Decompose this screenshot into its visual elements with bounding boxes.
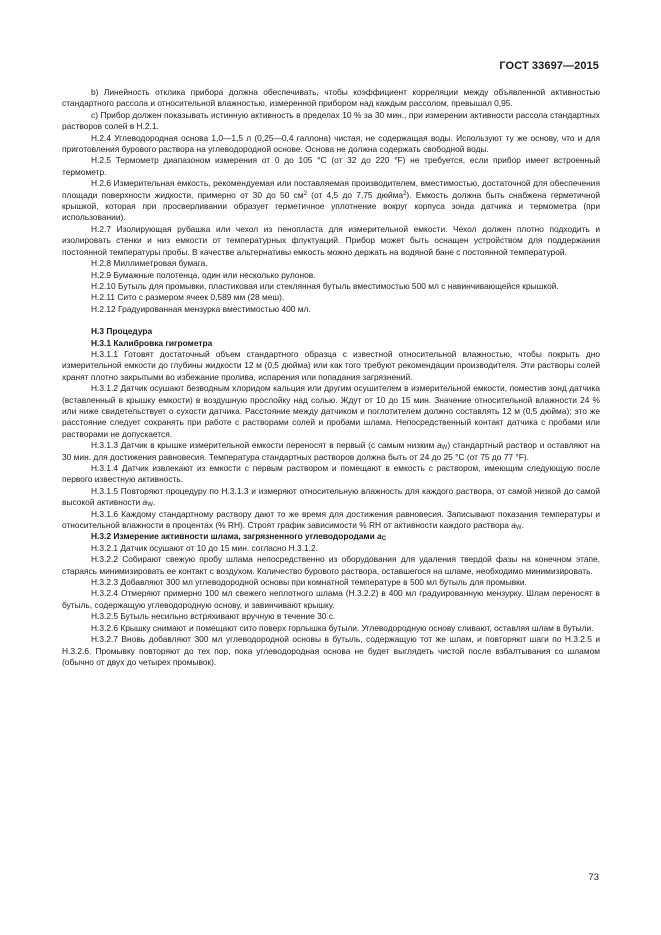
h-3-1-5-sub: W — [147, 502, 153, 509]
h-3-1-6-text: Н.3.1.6 Каждому стандартному раствору дают то же время для достижения равновесия. Записывают показания температуры и относительной влажности в процентах (% RH). Строят график зависимости % RH от активности каждого раствора — [62, 508, 600, 531]
paragraph-h-3-2-3: Н.3.2.3 Добавляют 300 мл углеводородной основы при комнатной температуре в 500 мл бутыль для промывки. — [91, 577, 527, 588]
h-2-6-text-c: ). Емкость должна быть снабжена герметичной крышкой, которая при просверливании образует герметичное уплотнение вокруг корпуса зонда датчика и термометра (при использовании). — [62, 189, 601, 223]
paragraph-h-3-2-1: Н.3.2.1 Датчик осушают от 10 до 15 мин. согласно Н.3.1.2. — [91, 542, 318, 553]
paragraph-h-3-1-5 — [62, 486, 600, 509]
paragraph-h-3-1-4: Н.3.1.4 Датчик извлекают из емкости с первым раствором и помещают в емкость с раствором, имеющим следующую после первого известную активность. — [62, 463, 600, 485]
section-heading-h-3: Н.3 Процедура — [91, 326, 153, 337]
paragraph-h-2-6 — [62, 178, 600, 224]
h-3-1-6-sub: W — [515, 525, 522, 532]
h-3-1-6-var: a — [511, 520, 516, 531]
h-3-2-title-sub: C — [381, 536, 387, 543]
paragraph-h-3-1-3 — [62, 440, 600, 463]
h-3-1-3-text-b: ) стандартный раствор и оставляют на 30 мин. для достижения равновесия. Температура стандартных растворов должна быть от 24 до 25 °С (от 75 до 77 °F). — [62, 440, 600, 462]
h-2-6-text-b: (от 4,5 до 7,75 дюйма — [306, 189, 404, 200]
paragraph-h-2-12: Н.2.12 Градуированная мензурка вместимостью 400 мл. — [91, 303, 311, 314]
page-body — [62, 87, 600, 668]
document-number: ГОСТ 33697—2015 — [499, 60, 599, 72]
paragraph-c: c) Прибор должен показывать истинную активность в пределах 10 % за 30 мин., при измерении активности рассола стандартных растворов солей в Н.2.1. — [62, 109, 600, 132]
paragraph-h-2-4: Н.2.4 Углеводородная основа 1,0—1,5 л (0,25—0,4 галлона) чистая, не содержащая воды. Используют ту же основу, что и для приготовления бурового раствора на углеводородной основе. Основа не должна содержать свободной воды. — [62, 132, 600, 155]
paragraph-h-3-1-1: Н.3.1.1 Готовят достаточный объем стандартного образца с известной относительной влажностью, чтобы покрыть дно измерительной емкости до глубины жидкости 12 м (0,5 дюйма) или как того требуют рекомендации производителя. Эти растворы солей хранят плотно закрытыми во избежание пролива, испарения или попадания загрязнений. — [62, 348, 600, 382]
h-3-1-3-text-a: Н.3.1.3 Датчик в крышке измерительной емкости переносят в первый (с самым низким — [91, 440, 437, 451]
paragraph-h-2-9: Н.2.9 Бумажные полотенца, один или несколько рулонов. — [91, 269, 316, 280]
paragraph-h-2-5: Н.2.5 Термометр диапазоном измерения от 0 до 105 °С (от 32 до 220 °F) не требуется, если прибор имеет встроенный термометр. — [62, 155, 600, 177]
paragraph-h-2-11: Н.2.11 Сито с размером ячеек 0,589 мм (28 меш). — [91, 292, 285, 303]
h-3-1-3-sub: W — [441, 445, 448, 452]
paragraph-h-3-2-7: Н.3.2.7 Вновь добавляют 300 мл углеводородной основы в бутыль, содержащую тот же шлам, и повторяют шаги по Н.3.2.5 и Н.3.2.6. Промывку повторяют до тех пор, пока углеводородная основа не будет выглядеть чистой после взбалтывания со шламом (обычно от двух до четырех промывок). — [62, 634, 600, 667]
h-3-2-title-text: Н.3.2 Измерение активности шлама, загрязненного углеводородами — [91, 531, 378, 542]
h-3-1-6-end: . — [521, 520, 524, 531]
subsection-heading-h-3-2 — [62, 531, 600, 542]
paragraph-h-2-7: Н.2.7 Изолирующая рубашка или чехол из пенопласта для измерительной емкости. Чехол должен плотно подходить и изолировать стенки и низ емкости от температурных флуктуаций. Прибор может быть оснащен устройством для поддержания постоянной температуры пробы. В качестве альтернативы емкость можно держать на водяной бане с постоянной температурой. — [62, 223, 600, 257]
paragraph-h-3-2-4: Н.3.2.4 Отмеряют примерно 100 мл свежего неплотного шлама (Н.3.2.2) в 400 мл градуированную мензурку. Шлам переносят в бутыль, содержащую углеводородную основу, и завинчивают крышку. — [62, 588, 600, 610]
h-3-1-5-text: Н.3.1.5 Повторяют процедуру по Н.3.1.3 и измеряют относительную влажность для каждого раствора, от самой низкой до самой высокой активности — [62, 485, 600, 508]
h-2-6-text-a: Н.2.6 Измерительная емкость, рекомендуемая или поставляемая производителем, вместимостью, достаточной для обеспечения площади поверхности жидкости, примерно от 30 до 50 см — [62, 178, 600, 200]
h-2-6-sup-1: 2 — [303, 190, 307, 197]
h-2-6-sup-2: 2 — [403, 190, 407, 197]
paragraph-h-3-1-6 — [62, 509, 600, 532]
paragraph-h-2-10: Н.2.10 Бутыль для промывки, пластиковая или стеклянная бутыль вместимостью 500 мл с навинчивающейся крышкой. — [91, 280, 559, 291]
h-3-1-5-end: . — [152, 497, 156, 508]
paragraph-h-3-2-6: Н.3.2.6 Крышку снимают и помещают сито поверх горлышка бутыли. Углеводородную основу сливают, оставляя шлам в бутыли. — [91, 622, 594, 633]
paragraph-h-3-1-2: Н.3.1.2 Датчик осушают безводным хлоридом кальция или другим осушителем в измерительной емкости, поместив зонд датчика (вставленный в крышку емкости) в воздушную прослойку над солью. Ждут от 10 до 15 мин. Значение относительной влажности 24 % или ниже свидетельствует о сухости датчика. Расстояние между датчиком и поглотителем должно составлять 12 м (0,5 дюйма); это же расстояние следует сохранять при работе с растворами солей и пробами шлама. Непосредственный контакт датчика с пробами или растворами не допускается. — [62, 383, 600, 439]
paragraph-h-2-8: Н.2.8 Миллиметровая бумага. — [91, 258, 208, 269]
subsection-heading-h-3-1: Н.3.1 Калибровка гигрометра — [91, 337, 213, 348]
page-number: 73 — [588, 872, 599, 883]
paragraph-b: b) Линейность отклика прибора должна обеспечивать, чтобы коэффициент корреляции между объявленной активностью стандартного рассола и относительной влажностью, измеренной прибором над каждым рассолом, превышал 0,95. — [62, 87, 600, 109]
h-3-2-title-var: a — [377, 531, 382, 542]
h-3-1-3-var: a — [436, 440, 442, 451]
h-3-1-5-var: a — [142, 497, 148, 508]
paragraph-h-3-2-5: Н.3.2.5 Бутыль несильно встряхивают вручную в течение 30 с. — [91, 611, 336, 622]
paragraph-h-3-2-2: Н.3.2.2 Собирают свежую пробу шлама непосредственно из оборудования для удаления твердой фазы на конечном этапе, стараясь минимизировать ее контакт с воздухом. Количество бурового раствора, оставшегося на шламе, необходимо минимизировать. — [62, 554, 600, 576]
